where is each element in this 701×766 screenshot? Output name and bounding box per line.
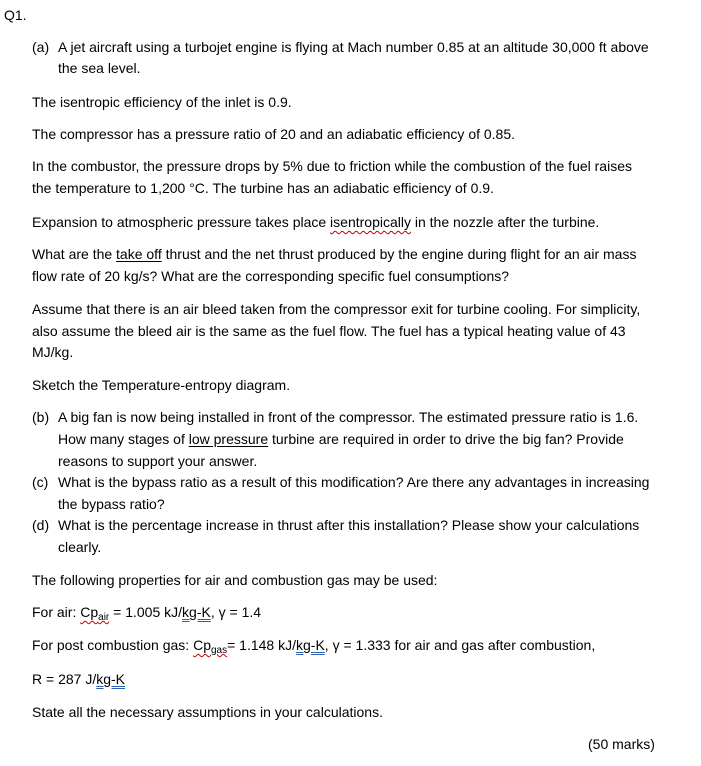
part-d-line2: clearly. bbox=[58, 539, 102, 555]
part-a-label: (a) bbox=[32, 39, 50, 55]
marks-label: (50 marks) bbox=[588, 736, 655, 752]
thrust-pre: What are the bbox=[32, 246, 117, 262]
combustor-line2: the temperature to 1,200 °C. The turbine has an adiabatic efficiency of 0.9. bbox=[32, 180, 494, 196]
spellcheck-cp-gas[interactable]: $Cp_{gas}$ bbox=[193, 637, 228, 656]
expansion-post: in the nozzle after the turbine. bbox=[410, 214, 600, 230]
gas-post: , γ = 1.333 for air and gas after combustion, bbox=[324, 637, 596, 653]
r-pre: R = 287 J/ bbox=[32, 671, 97, 687]
part-b-line3: reasons to support your answer. bbox=[58, 453, 258, 469]
bleed-line2: also assume the bleed air is the same as the fuel flow. The fuel has a typical heating value of 43 bbox=[32, 323, 626, 339]
part-b bbox=[32, 407, 638, 427]
part-d-label: (d) bbox=[32, 517, 50, 533]
part-b-label: (b) bbox=[32, 409, 50, 425]
thrust-post: thrust and the net thrust produced by the engine during flight for an air mass bbox=[161, 246, 637, 262]
air-mid: = 1.005 kJ/ bbox=[109, 604, 183, 620]
sketch-paragraph: Sketch the Temperature-entropy diagram. bbox=[32, 377, 291, 393]
assumptions-paragraph: State all the necessary assumptions in your calculations. bbox=[32, 704, 383, 720]
grammar-kg-k-air[interactable]: kg-K bbox=[182, 604, 211, 620]
grammar-kg-k-r[interactable]: kg-K bbox=[96, 671, 125, 687]
part-c bbox=[32, 472, 649, 492]
thrust-line2: flow rate of 20 kg/s? What are the corresponding specific fuel consumptions? bbox=[32, 268, 510, 284]
part-c-line2: the bypass ratio? bbox=[58, 496, 165, 512]
part-b-l2-pre: How many stages of bbox=[58, 431, 189, 447]
expansion-pre: Expansion to atmospheric pressure takes place bbox=[32, 214, 331, 230]
part-d bbox=[32, 515, 639, 535]
part-b-line1: A big fan is now being installed in front of the compressor. The estimated pressure ratio is 1.6. bbox=[58, 409, 639, 425]
air-pre: For air: bbox=[32, 604, 81, 620]
part-a-line1: A jet aircraft using a turbojet engine is flying at Mach number 0.85 at an altitude 30,000 ft above bbox=[58, 39, 649, 55]
thrust-line1 bbox=[32, 244, 636, 264]
low-pressure-underlined: low pressure bbox=[188, 431, 269, 447]
inlet-paragraph: The isentropic efficiency of the inlet is 0.9. bbox=[32, 94, 292, 110]
part-d-line1: What is the percentage increase in thrust after this installation? Please show your calculations bbox=[58, 517, 640, 533]
part-a bbox=[32, 37, 649, 57]
spellcheck-cp-air[interactable]: $Cp_{air}$ bbox=[80, 604, 110, 623]
combustor-line1: In the combustor, the pressure drops by 5% due to friction while the combustion of the fuel raises bbox=[32, 158, 632, 174]
spellcheck-word-isentropically[interactable]: isentropically bbox=[330, 214, 411, 230]
air-properties bbox=[32, 602, 261, 628]
gas-properties bbox=[32, 635, 595, 661]
compressor-paragraph: The compressor has a pressure ratio of 20 and an adiabatic efficiency of 0.85. bbox=[32, 126, 516, 142]
part-b-line2 bbox=[58, 429, 624, 449]
bleed-line3: MJ/kg. bbox=[32, 344, 74, 360]
air-post: , γ = 1.4 bbox=[210, 604, 262, 620]
part-a-line2: the sea level. bbox=[58, 60, 141, 76]
gas-constant bbox=[32, 669, 125, 689]
properties-paragraph: The following properties for air and combustion gas may be used: bbox=[32, 572, 438, 588]
gas-pre: For post combustion gas: bbox=[32, 637, 194, 653]
part-c-line1: What is the bypass ratio as a result of this modification? Are there any advantages in increasing bbox=[58, 474, 650, 490]
grammar-kg-k-gas[interactable]: kg-K bbox=[296, 637, 325, 653]
part-c-label: (c) bbox=[32, 474, 49, 490]
part-b-l2-post: turbine are required in order to drive the big fan? Provide bbox=[268, 431, 624, 447]
bleed-line1: Assume that there is an air bleed taken from the compressor exit for turbine cooling. For simplicity, bbox=[32, 301, 641, 317]
expansion-paragraph bbox=[32, 212, 599, 232]
gas-mid: = 1.148 kJ/ bbox=[227, 637, 296, 653]
question-label: Q1. bbox=[4, 7, 27, 23]
take-off-underlined: take off bbox=[116, 246, 162, 262]
